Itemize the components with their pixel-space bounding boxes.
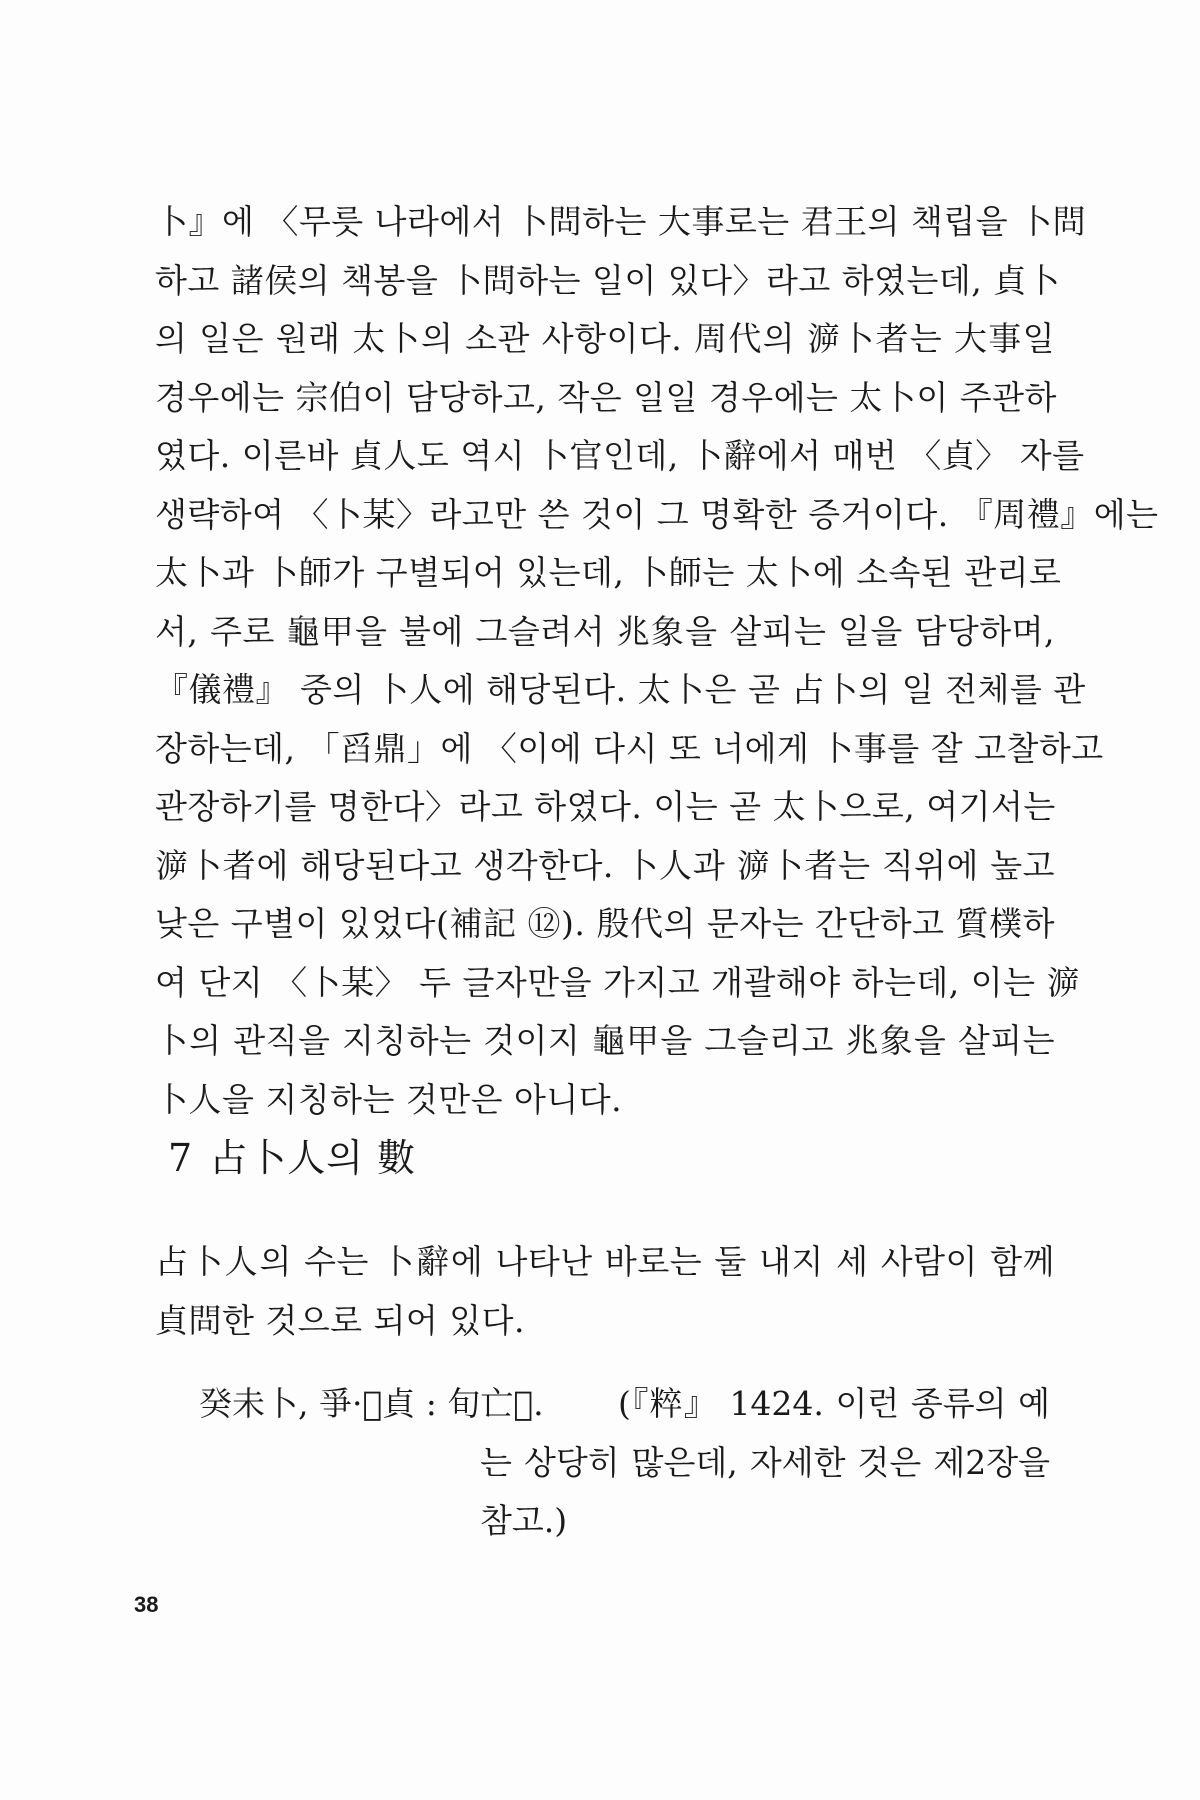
page-number: 38 xyxy=(134,1592,159,1617)
inscription-example: 癸未卜, 爭·𡧊貞 : 旬亡𡆥. xyxy=(199,1384,544,1423)
paragraph-line: 卜의 관직을 지칭하는 것이지 龜甲을 그슬리고 兆象을 살피는 xyxy=(155,1021,1055,1060)
paragraph-line: 경우에는 宗伯이 담당하고, 작은 일일 경우에는 太卜이 주관하 xyxy=(155,377,1057,417)
paragraph-line: 占卜人의 수는 卜辭에 나타난 바로는 둘 내지 세 사람이 함께 xyxy=(155,1242,1055,1281)
paragraph-line: 太卜과 卜師가 구별되어 있는데, 卜師는 太卜에 소속된 관리로 xyxy=(155,553,1062,592)
intro-paragraph xyxy=(155,1233,1055,1350)
section-number: 7 xyxy=(168,1136,194,1180)
note-line: 참고.) xyxy=(480,1501,568,1540)
section-title: 占卜人의 數 xyxy=(209,1136,416,1180)
paragraph-line: 생략하여 〈卜某〉라고만 쓴 것이 그 명확한 증거이다. 『周禮』에는 xyxy=(155,494,1159,534)
paragraph-line: 『儀禮』 중의 卜人에 해당된다. 太卜은 곧 占卜의 일 전체를 관 xyxy=(155,670,1086,709)
paragraph-line: 㴑卜者에 해당된다고 생각한다. 卜人과 㴑卜者는 직위에 높고 xyxy=(155,845,1055,885)
paragraph-line: 관장하기를 명한다〉라고 하였다. 이는 곧 太卜으로, 여기서는 xyxy=(155,787,1056,826)
paragraph-line: 하고 諸侯의 책봉을 卜問하는 일이 있다〉라고 하였는데, 貞卜 xyxy=(155,260,1061,300)
paragraph-line: 서, 주로 龜甲을 불에 그슬려서 兆象을 살피는 일을 담당하며, xyxy=(155,611,1055,651)
note-line: 는 상당히 많은데, 자세한 것은 제2장을 xyxy=(480,1442,1050,1482)
paragraph-line: 낮은 구별이 있었다(補記 ⑫). 殷代의 문자는 간단하고 質樸하 xyxy=(155,904,1055,943)
paragraph-line: 여 단지 〈卜某〉 두 글자만을 가지고 개괄해야 하는데, 이는 㴑 xyxy=(155,962,1080,1002)
example-note xyxy=(480,1375,1050,1551)
note-line: (『粹』 1424. 이런 종류의 예 xyxy=(618,1384,1050,1423)
paragraph-line: 의 일은 원래 太卜의 소관 사항이다. 周代의 㴑卜者는 大事일 xyxy=(155,319,1055,358)
paragraph-line: 卜人을 지칭하는 것만은 아니다. xyxy=(155,1079,623,1119)
paragraph-line: 장하는데, 「舀鼎」에 〈이에 다시 또 너에게 卜事를 잘 고찰하고 xyxy=(155,728,1104,768)
section-heading xyxy=(168,1127,416,1182)
paragraph-line: 卜』에 〈무릇 나라에서 卜問하는 大事로는 君王의 책립을 卜問 xyxy=(155,202,1087,241)
main-paragraph xyxy=(155,193,1159,1129)
paragraph-line: 였다. 이른바 貞人도 역시 卜官인데, 卜辭에서 매번 〈貞〉 자를 xyxy=(155,436,1085,475)
paragraph-line: 貞問한 것으로 되어 있다. xyxy=(155,1300,525,1340)
